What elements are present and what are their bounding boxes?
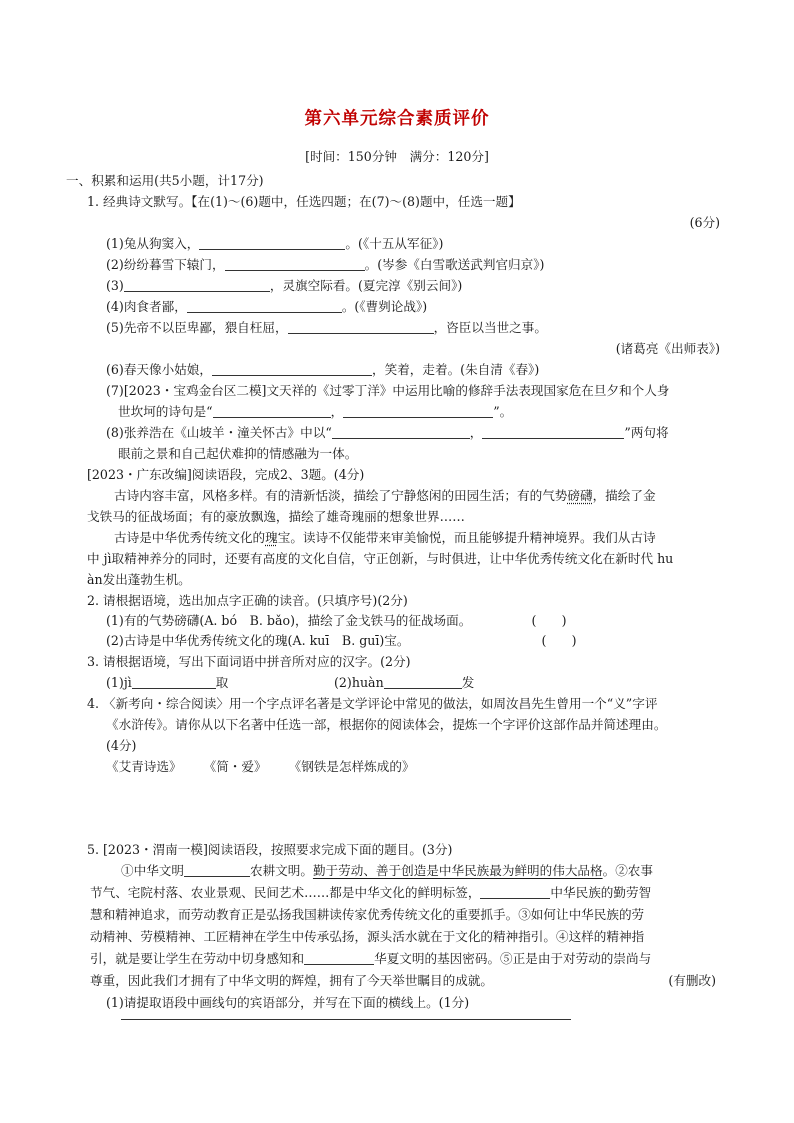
q1-item-5-source: (诸葛亮《出师表》) <box>615 341 720 356</box>
answer-blank[interactable] <box>304 951 374 965</box>
q4-stem-line1: 4. 〈新考向・综合阅读〉用一个字点评名著是文学评论中常见的做法，如周汝昌先生曾用一个“义”字评 <box>87 696 658 711</box>
answer-blank[interactable] <box>212 362 372 376</box>
q2-sub-1: (1)有的气势磅礴(A. bó B. bǎo)，描绘了金戈铁马的征战场面。 ( ) <box>106 612 471 630</box>
answer-line[interactable] <box>121 1019 571 1020</box>
q3-sub-1: (1)jì 取 <box>106 675 229 690</box>
q2-stem: 2. 请根据语境，选出加点字正确的读音。(只填序号)(2分) <box>87 593 408 608</box>
answer-blank[interactable] <box>124 278 270 292</box>
q5-line2: 节气、宅院村落、农业景观、民间艺术……都是中华文化的鲜明标签， 中华民族的勤劳智 <box>90 885 652 900</box>
q5-line6: 尊重，因此我们才拥有了中华文明的辉煌，拥有了今天举世瞩目的成就。 <box>90 973 493 988</box>
q1-item-5: (5)先帝不以臣卑鄙，猥自枉屈， ，咨臣以当世之事。 <box>106 320 547 335</box>
passage-p1-line1: 古诗内容丰富，风格多样。有的清新恬淡，描绘了宁静悠闲的田园生活；有的气势磅礴，描绘了金 <box>114 488 656 503</box>
answer-paren[interactable]: ( ) <box>531 613 567 628</box>
answer-blank[interactable] <box>384 675 462 689</box>
q1-item-1: (1)兔从狗窦入， 。(《十五从军征》) <box>106 236 444 251</box>
passage-intro: [2023・广东改编]阅读语段，完成2、3题。(4分) <box>87 467 365 482</box>
q5-note: (有删改) <box>668 973 716 988</box>
answer-blank[interactable] <box>132 675 216 689</box>
book-option: 《简・爱》 <box>203 759 267 774</box>
answer-blank[interactable] <box>184 863 250 877</box>
q2-sub-2: (2)古诗是中华优秀传统文化的瑰(A. kuī B. guī)宝。 ( ) <box>106 632 410 650</box>
page-title: 第六单元综合素质评价 <box>304 109 490 129</box>
q1-item-2: (2)纷纷暮雪下辕门， 。(岑参《白雪歌送武判官归京》) <box>106 257 545 272</box>
q4-stem-line2: 《水浒传》。请你从以下名著中任选一部，根据你的阅读体会，提炼一个字评价这部作品并简述理由。 <box>106 717 667 732</box>
q1-item-8-cont: 眼前之景和自己起伏难抑的情感融为一体。 <box>118 446 358 461</box>
book-option: 《艾青诗选》 <box>106 759 182 774</box>
q4-book-list <box>106 758 415 776</box>
answer-blank[interactable] <box>343 404 493 418</box>
answer-blank[interactable] <box>288 320 434 334</box>
q5-sub-1: (1)请提取语段中画线句的宾语部分，并写在下面的横线上。(1分) <box>106 995 470 1010</box>
answer-blank[interactable] <box>480 885 550 899</box>
q1-score: (6分) <box>689 215 720 230</box>
q5-line3: 慧和精神追求，而劳动教育正是弘扬我国耕读传家优秀传统文化的重要抓手。③如何让中华民族的劳 <box>90 907 645 922</box>
q1-item-8: (8)张养浩在《山坡羊・潼关怀古》中以“ ， ”两句将 <box>106 425 669 440</box>
book-option: 《钢铁是怎样炼成的》 <box>288 759 415 774</box>
q4-score: (4分) <box>106 738 137 753</box>
q5-line4: 动精神、劳模精神、工匠精神在学生中传承弘扬，源头活水就在于文化的精神指引。④这样的精神指 <box>90 929 645 944</box>
q1-stem: 1. 经典诗文默写。【在(1)～(6)题中，任选四题；在(7)～(8)题中，任选一题】 <box>87 194 521 209</box>
answer-blank[interactable] <box>187 299 342 313</box>
passage-p2-line2: 中 jì取精神养分的同时，还要有高度的文化自信，守正创新，与时俱进，让中华优秀传统文化在新时代 hu <box>87 551 674 566</box>
passage-p2-line3: àn发出蓬勃生机。 <box>87 572 191 587</box>
passage-p1-line2: 戈铁马的征战场面；有的豪放飘逸，描绘了雄奇瑰丽的想象世界…… <box>87 509 465 524</box>
q1-item-4: (4)肉食者鄙， 。(《曹刿论战》) <box>106 299 428 314</box>
q1-item-6: (6)春天像小姑娘， ，笑着，走着。(朱自清《春》) <box>106 362 540 377</box>
q3-stem: 3. 请根据语境，写出下面词语中拼音所对应的汉字。(2分) <box>87 654 411 669</box>
answer-blank[interactable] <box>482 425 624 439</box>
answer-blank[interactable] <box>225 257 365 271</box>
section-heading: 一、积累和运用(共5小题，计17分) <box>66 173 264 188</box>
answer-blank[interactable] <box>213 404 331 418</box>
q3-sub-2: (2)huàn 发 <box>334 675 475 690</box>
q1-item-3: (3) ，灵旗空际看。(夏完淳《别云间》) <box>106 278 463 293</box>
q1-item-7: (7)[2023・宝鸡金台区二模]文天祥的《过零丁洋》中运用比喻的修辞手法表现国家危在旦夕和个人身 <box>106 383 670 398</box>
answer-blank[interactable] <box>199 236 345 250</box>
answer-blank[interactable] <box>332 425 470 439</box>
q5-stem: 5. [2023・渭南一模]阅读语段，按照要求完成下面的题目。(3分) <box>87 842 453 857</box>
answer-paren[interactable]: ( ) <box>541 633 577 648</box>
passage-p2-line1: 古诗是中华优秀传统文化的瑰宝。读诗不仅能带来审美愉悦，而且能够提升精神境界。我们从古诗 <box>114 530 656 545</box>
q5-line5: 引，就是要让学生在劳动中切身感知和 华夏文明的基因密码。⑤正是由于对劳动的崇尚与 <box>90 951 652 966</box>
q1-item-7-cont: 世坎坷的诗句是“ ， ”。 <box>118 404 513 419</box>
exam-time-score: [时间：150分钟 满分：120分] <box>305 149 489 164</box>
q5-line1: ①中华文明 农耕文明。勤于劳动、善于创造是中华民族最为鲜明的伟大品格。②农事 <box>121 863 653 878</box>
